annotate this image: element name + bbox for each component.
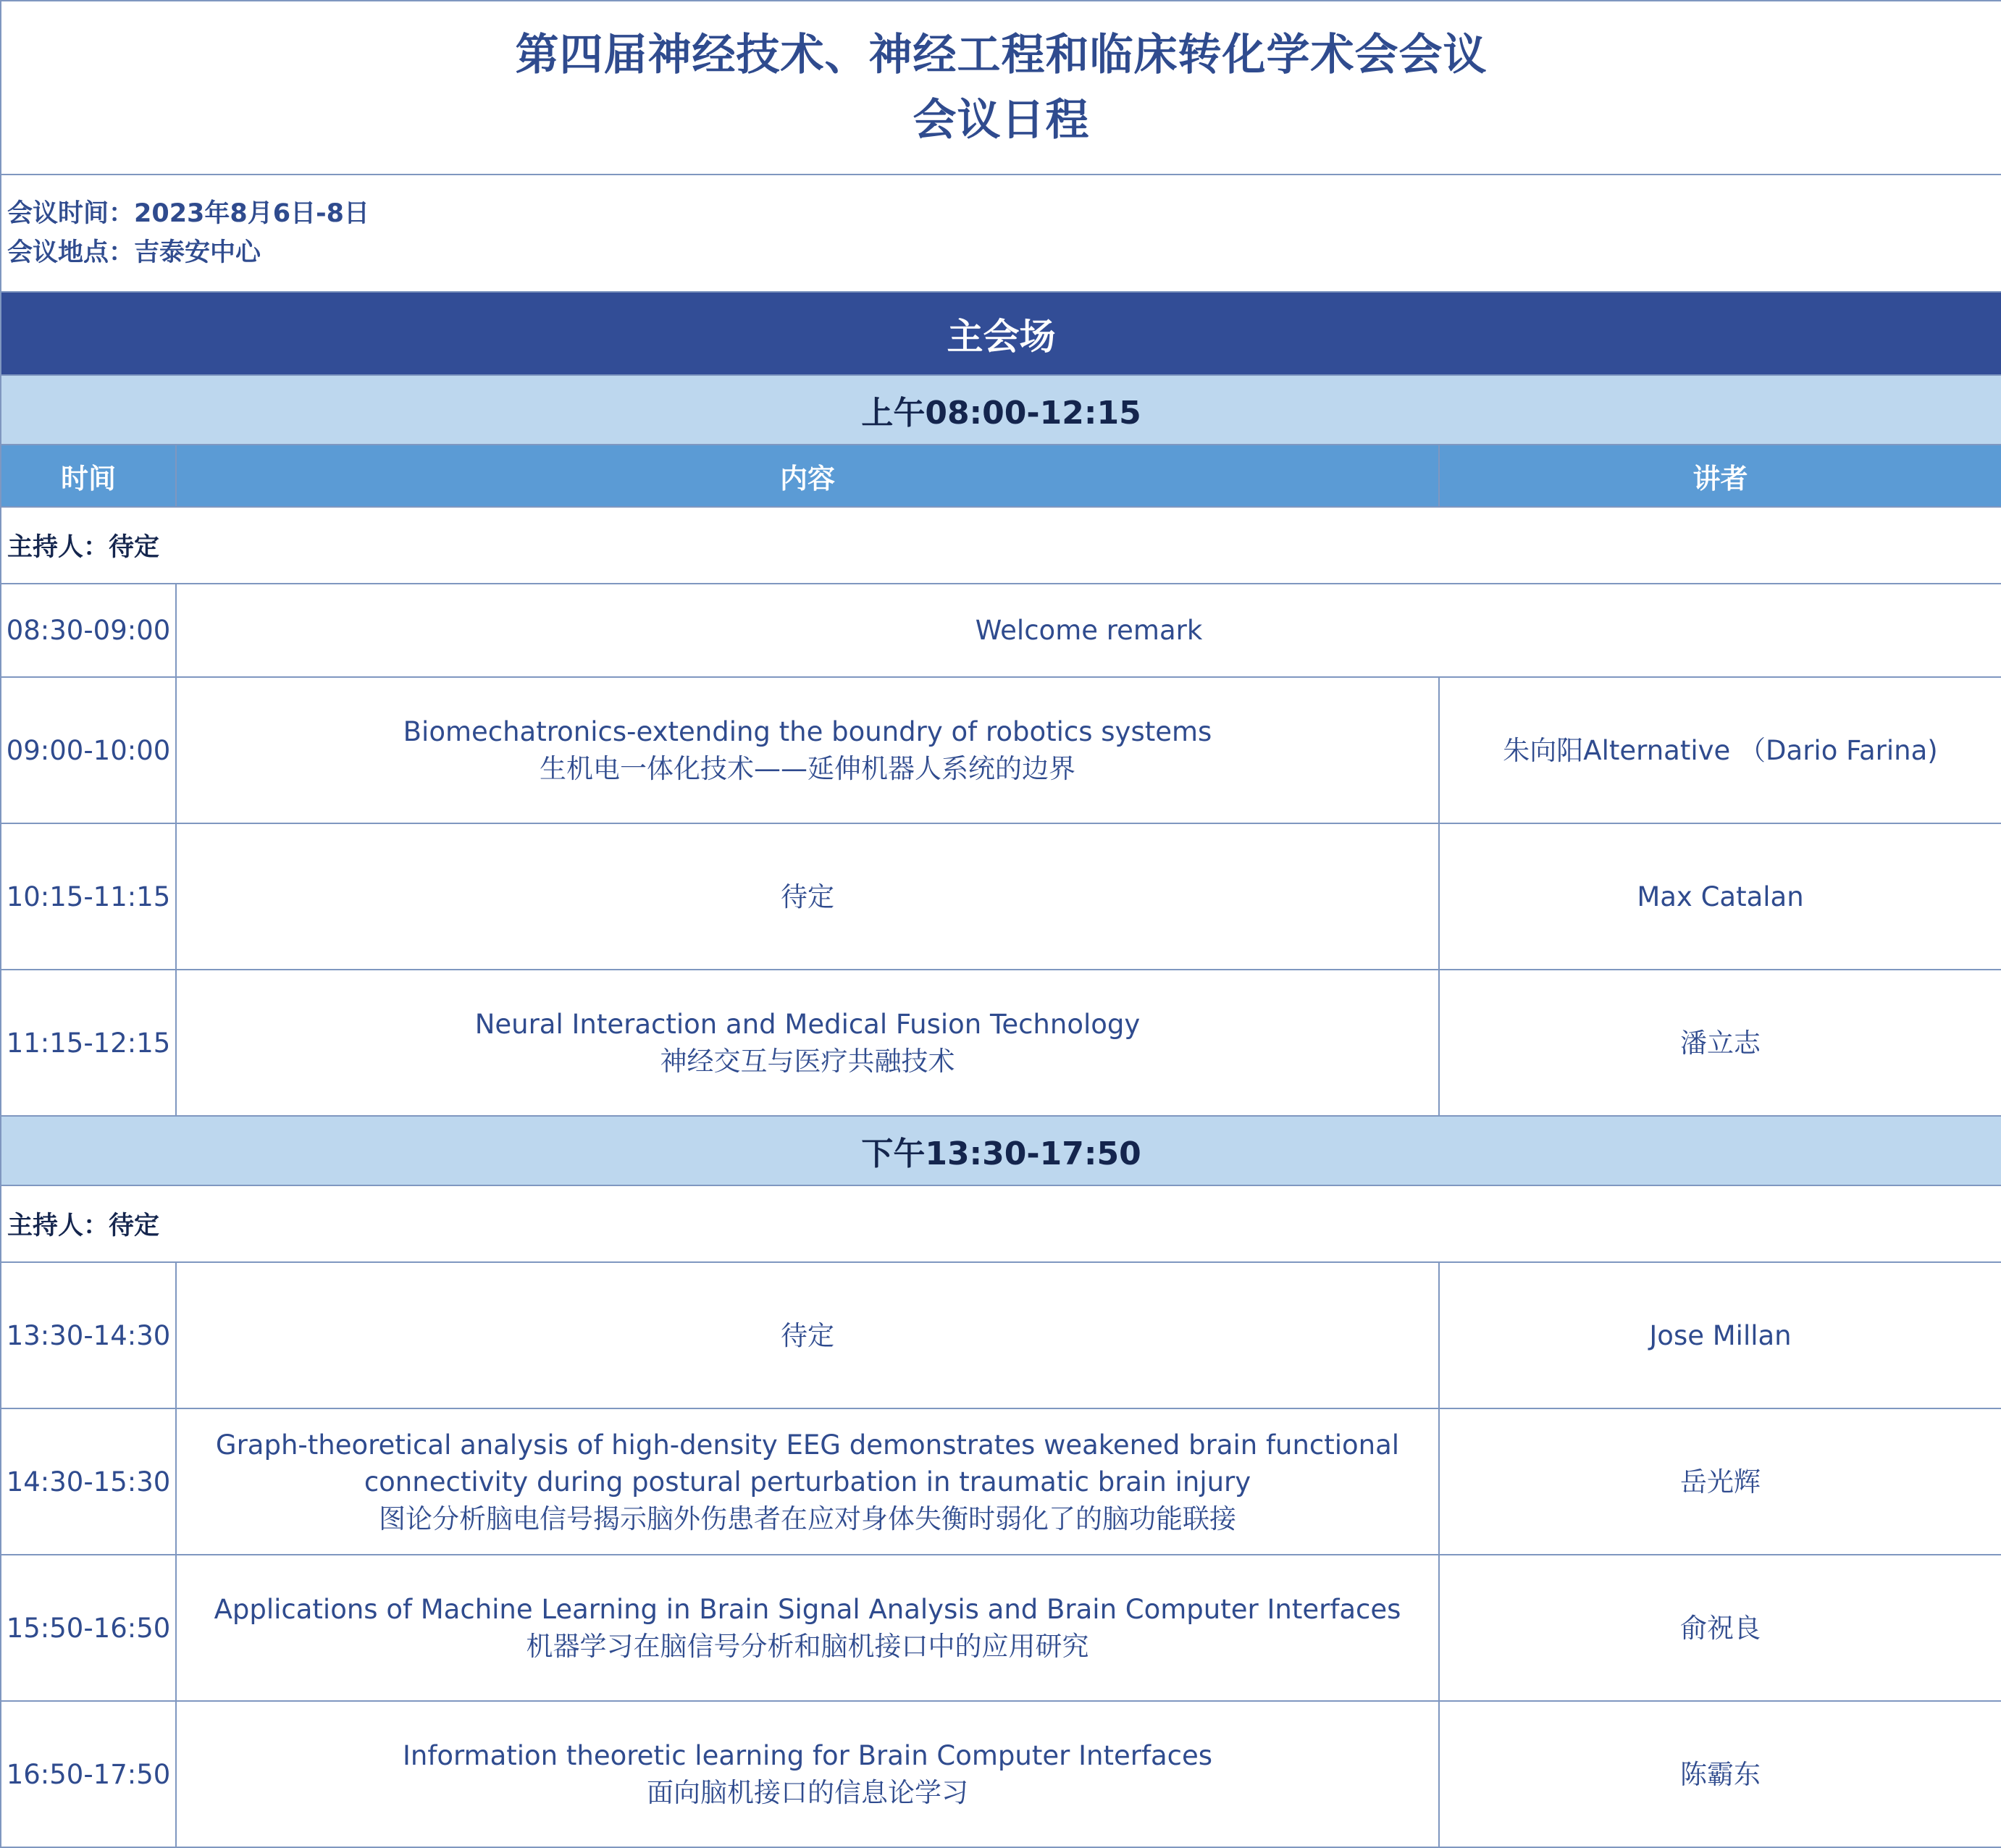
content-en: Information theoretic learning for Brain Computer Interfaces bbox=[402, 1740, 1213, 1771]
content-en: Welcome remark bbox=[975, 615, 1203, 646]
row-content bbox=[176, 584, 2001, 677]
venue-banner: 主会场 bbox=[1, 292, 2001, 375]
row-time: 10:15-11:15 bbox=[1, 823, 176, 970]
title-row bbox=[1, 1, 2001, 175]
table-row bbox=[1, 1555, 2001, 1701]
content-zh: 机器学习在脑信号分析和脑机接口中的应用研究 bbox=[526, 1631, 1089, 1662]
page-title bbox=[1, 1, 2001, 175]
host-afternoon: 主持人：待定 bbox=[1, 1185, 2001, 1262]
row-speaker: 朱向阳Alternative （Dario Farina) bbox=[1439, 677, 2001, 823]
content-zh: 神经交互与医疗共融技术 bbox=[660, 1046, 955, 1077]
row-content bbox=[176, 1555, 1439, 1701]
row-time: 09:00-10:00 bbox=[1, 677, 176, 823]
host-row-afternoon bbox=[1, 1185, 2001, 1262]
table-row bbox=[1, 1701, 2001, 1847]
row-time: 13:30-14:30 bbox=[1, 1262, 176, 1408]
content-zh: 生机电一体化技术——延伸机器人系统的边界 bbox=[540, 753, 1075, 784]
row-content bbox=[176, 1262, 1439, 1408]
content-zh: 面向脑机接口的信息论学习 bbox=[647, 1777, 968, 1808]
column-header-content: 内容 bbox=[176, 445, 1439, 507]
row-speaker: Jose Millan bbox=[1439, 1262, 2001, 1408]
table-row bbox=[1, 1408, 2001, 1555]
table-row bbox=[1, 823, 2001, 970]
content-en: Biomechatronics-extending the boundry of robotics systems bbox=[403, 716, 1212, 747]
content-en: Applications of Machine Learning in Brain Signal Analysis and Brain Computer Interfaces bbox=[214, 1594, 1401, 1625]
row-speaker: 陈霸东 bbox=[1439, 1701, 2001, 1847]
session-row-morning bbox=[1, 375, 2001, 445]
column-header-speaker: 讲者 bbox=[1439, 445, 2001, 507]
venue-row bbox=[1, 292, 2001, 375]
session-row-afternoon bbox=[1, 1116, 2001, 1185]
row-time: 15:50-16:50 bbox=[1, 1555, 176, 1701]
row-time: 14:30-15:30 bbox=[1, 1408, 176, 1555]
content-zh: 待定 bbox=[781, 1319, 834, 1351]
row-speaker: 岳光辉 bbox=[1439, 1408, 2001, 1555]
info-row bbox=[1, 175, 2001, 292]
title-line-2: 会议日程 bbox=[913, 95, 1090, 146]
meeting-time: 会议时间：2023年8月6日-8日 bbox=[7, 199, 369, 228]
column-header-time: 时间 bbox=[1, 445, 176, 507]
content-zh: 待定 bbox=[781, 881, 834, 912]
host-row-morning bbox=[1, 507, 2001, 584]
table-row bbox=[1, 970, 2001, 1116]
row-speaker: Max Catalan bbox=[1439, 823, 2001, 970]
meeting-info bbox=[1, 175, 2001, 292]
content-en-line-1: Graph-theoretical analysis of high-density EEG demonstrates weakened brain functional bbox=[215, 1429, 1400, 1461]
table-row bbox=[1, 1262, 2001, 1408]
table-row bbox=[1, 584, 2001, 677]
content-en-line-2: connectivity during postural perturbation in traumatic brain injury bbox=[364, 1466, 1251, 1498]
table-row bbox=[1, 677, 2001, 823]
content-en: Neural Interaction and Medical Fusion Technology bbox=[474, 1009, 1141, 1040]
column-header-row bbox=[1, 445, 2001, 507]
row-time: 08:30-09:00 bbox=[1, 584, 176, 677]
host-morning: 主持人：待定 bbox=[1, 507, 2001, 584]
row-time: 16:50-17:50 bbox=[1, 1701, 176, 1847]
row-content bbox=[176, 677, 1439, 823]
row-speaker: 俞祝良 bbox=[1439, 1555, 2001, 1701]
session-label-morning: 上午08:00-12:15 bbox=[1, 375, 2001, 445]
row-content bbox=[176, 823, 1439, 970]
row-content bbox=[176, 970, 1439, 1116]
row-content bbox=[176, 1408, 1439, 1555]
row-speaker: 潘立志 bbox=[1439, 970, 2001, 1116]
row-time: 11:15-12:15 bbox=[1, 970, 176, 1116]
content-zh: 图论分析脑电信号揭示脑外伤患者在应对身体失衡时弱化了的脑功能联接 bbox=[379, 1503, 1236, 1534]
title-line-1: 第四届神经技术、神经工程和临床转化学术会会议 bbox=[515, 30, 1488, 80]
meeting-place: 会议地点：吉泰安中心 bbox=[7, 238, 261, 267]
row-content bbox=[176, 1701, 1439, 1847]
session-label-afternoon: 下午13:30-17:50 bbox=[1, 1116, 2001, 1185]
